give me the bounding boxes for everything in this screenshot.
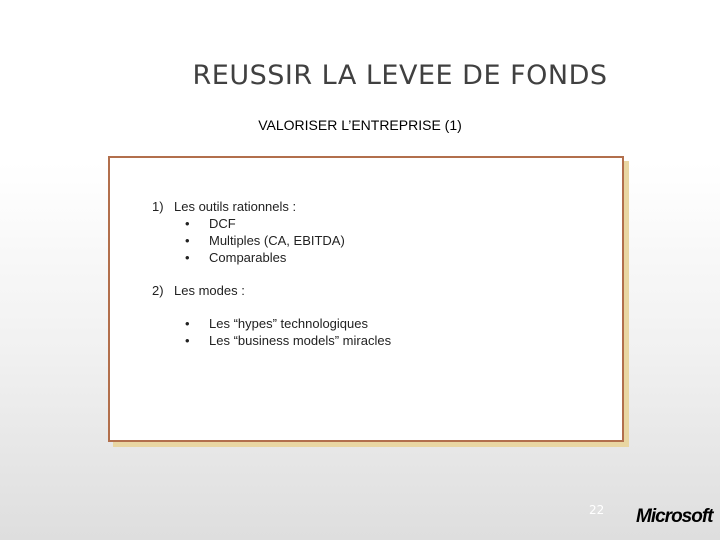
- slide-title: REUSSIR LA LEVEE DE FONDS: [192, 60, 608, 91]
- page-number: 22: [589, 503, 605, 517]
- bullet-icon: •: [185, 233, 190, 248]
- section-1-label: Les outils rationnels :: [174, 199, 297, 214]
- list-item-text: Multiples (CA, EBITDA): [209, 233, 345, 248]
- section-1-number: 1): [152, 199, 164, 214]
- bullet-icon: •: [185, 333, 190, 348]
- list-item-text: Les “business models” miracles: [209, 333, 392, 348]
- section-2-number: 2): [152, 283, 164, 298]
- bullet-icon: •: [185, 250, 190, 265]
- content-list: [152, 198, 391, 349]
- list-item: [152, 215, 391, 232]
- list-item-text: Comparables: [209, 250, 287, 265]
- slide-subtitle: VALORISER L’ENTREPRISE (1): [258, 117, 462, 133]
- list-item-text: DCF: [209, 216, 236, 231]
- list-item-text: Les “hypes” technologiques: [209, 316, 368, 331]
- content-box: [108, 156, 624, 442]
- microsoft-logo: Microsoft: [636, 506, 713, 527]
- list-item: [152, 315, 391, 332]
- list-item: [152, 232, 391, 249]
- bullet-icon: •: [185, 316, 190, 331]
- section-2-heading: [152, 282, 391, 299]
- list-item: [152, 332, 391, 349]
- section-1-heading: [152, 198, 391, 215]
- section-2-label: Les modes :: [174, 283, 245, 298]
- list-item: [152, 249, 391, 266]
- bullet-icon: •: [185, 216, 190, 231]
